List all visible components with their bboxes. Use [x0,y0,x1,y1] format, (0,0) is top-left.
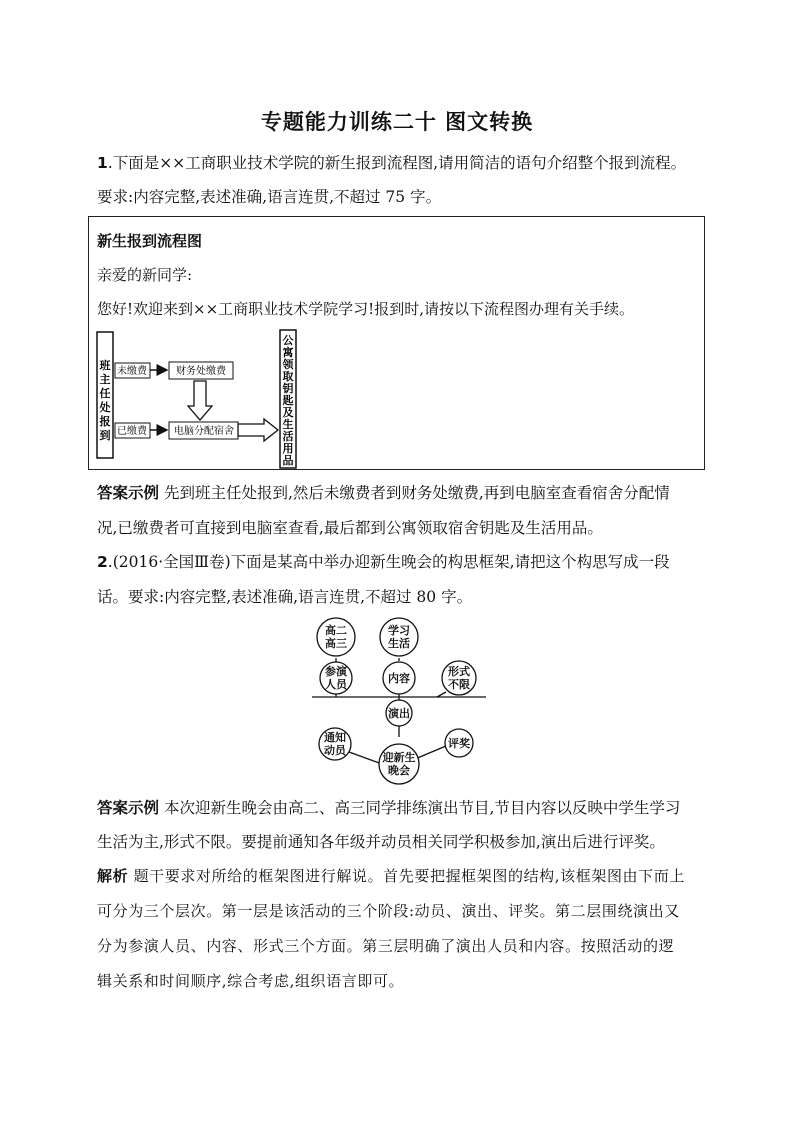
q2-analysis-line3: 分为参演人员、内容、形式三个方面。第三层明确了演出人员和内容。按照活动的逻 [97,937,675,955]
svg-text:任: 任 [99,387,111,400]
box-intro: 您好!欢迎来到××工商职业技术学院学习!报到时,请按以下流程图办理有关手续。 [97,300,634,318]
flow-start-label [99,358,112,442]
node-form-line1: 形式 [448,665,470,678]
node-award-label: 评奖 [448,737,470,750]
node-notify-line1: 通知 [324,731,346,744]
q1-prompt-line1 [97,152,707,174]
q1-answer-label: 答案示例 [97,484,160,502]
q2-number: 2 [97,553,108,571]
flow-computer-label: 电脑分配宿舍 [174,426,234,437]
q1-number: 1 [97,154,108,172]
q2-analysis-text: 题干要求对所给的框架图进行解说。首先要把握框架图的结构,该框架图由下而上 [128,867,685,885]
q1-answer-line1 [97,482,707,504]
svg-text:用: 用 [282,442,294,455]
q2-prompt-line1 [97,551,707,573]
svg-text:领: 领 [282,358,294,371]
flow-finance-label: 财务处缴费 [176,366,226,377]
node-perform-label: 演出 [388,707,410,720]
node-study-line2: 生活 [388,637,410,650]
q1-answer-line2: 况,已缴费者可直接到电脑室查看,最后都到公寓领取宿舍钥匙及生活用品。 [97,519,603,537]
q1-answer-text: 先到班主任处报到,然后未缴费者到财务处缴费,再到电脑室查看宿舍分配情 [159,484,670,502]
svg-text:寓: 寓 [282,346,294,359]
registration-flowchart [94,326,324,471]
page-title: 专题能力训练二十 图文转换 [260,110,534,134]
box-greeting: 亲爱的新同学: [97,266,193,284]
svg-text:处: 处 [99,401,111,414]
q2-answer-line1 [97,797,707,819]
svg-text:到: 到 [99,429,111,442]
q2-prompt-text: .(2016·全国Ⅲ卷)下面是某高中举办迎新生晚会的构思框架,请把这个构思写成一段 [107,553,670,571]
svg-text:钥: 钥 [282,382,294,395]
svg-text:及: 及 [282,406,294,419]
q1-prompt-line2: 要求:内容完整,表述准确,语言连贯,不超过 75 字。 [97,188,442,206]
flow-unpaid-label: 未缴费 [117,366,147,377]
node-party-line2: 晚会 [388,764,410,777]
flow-end-label [282,334,295,467]
q2-analysis-label: 解析 [97,867,129,885]
svg-text:活: 活 [282,430,294,443]
node-notify-line2: 动员 [324,744,346,757]
svg-text:品: 品 [282,454,294,467]
flow-paid-label: 已缴费 [117,426,147,437]
party-framework-diagram [300,614,500,786]
svg-text:班: 班 [99,359,111,372]
q1-prompt-text: .下面是××工商职业技术学院的新生报到流程图,请用简洁的语句介绍整个报到流程。 [107,154,687,172]
svg-text:报: 报 [99,415,111,428]
q2-prompt-line2: 话。要求:内容完整,表述准确,语言连贯,不超过 80 字。 [97,588,473,606]
q2-answer-text: 本次迎新生晚会由高二、高三同学排练演出节目,节目内容以反映中学生学习 [159,799,681,817]
q2-analysis-line4: 辑关系和时间顺序,综合考虑,组织语言即可。 [97,972,405,990]
q2-analysis-line2: 可分为三个层次。第一层是该活动的三个阶段:动员、演出、评奖。第二层围绕演出又 [97,902,680,920]
q2-answer-line2: 生活为主,形式不限。要提前通知各年级并动员相关同学积极参加,演出后进行评奖。 [97,833,665,851]
svg-text:匙: 匙 [282,394,294,407]
node-performers-line2: 人员 [325,678,347,691]
node-content-label: 内容 [388,672,410,685]
node-performers-line1: 参演 [325,665,347,678]
node-study-line1: 学习 [388,624,410,637]
node-party-line1: 迎新生 [382,751,416,764]
svg-text:公: 公 [282,334,294,347]
node-grade-line2: 高三 [325,637,347,650]
q2-answer-label: 答案示例 [97,799,160,817]
svg-text:取: 取 [282,370,294,383]
node-form-line2: 不限 [448,678,470,691]
svg-text:主: 主 [99,373,111,386]
flow-arrow-down [188,381,212,420]
node-grade-line1: 高二 [325,624,347,637]
q2-analysis-line1 [97,865,707,887]
flow-arrow-right [238,419,278,441]
svg-text:生: 生 [282,418,294,431]
box-heading: 新生报到流程图 [97,232,203,250]
